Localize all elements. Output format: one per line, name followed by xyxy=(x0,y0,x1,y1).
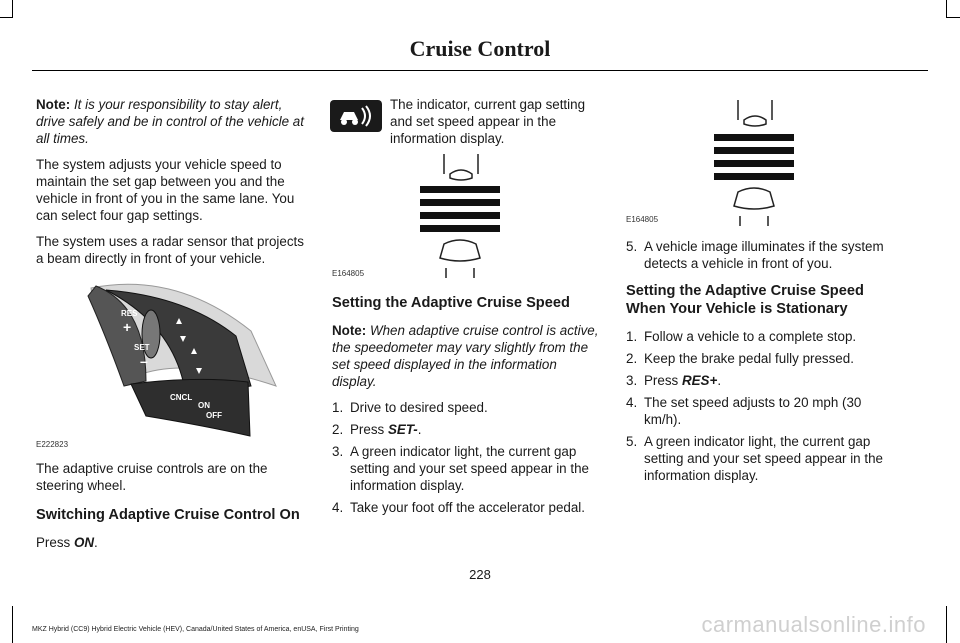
figure-caption: E222823 xyxy=(36,440,69,449)
paragraph: The adaptive cruise controls are on the steering wheel. xyxy=(36,461,268,493)
indicator-text: The indicator, current gap setting and set speed appear in the information display. xyxy=(390,97,586,146)
list-item: 5. A vehicle image illuminates if the system detects a vehicle in front of you. xyxy=(626,239,884,271)
press-on-instruction xyxy=(36,534,306,551)
figure-caption: E164805 xyxy=(626,215,659,224)
crop-mark xyxy=(946,606,947,643)
page-title: Cruise Control xyxy=(409,36,551,61)
section-heading: Setting the Adaptive Cruise Speed When Your Vehicle is Stationary xyxy=(626,283,864,317)
paragraph: The system adjusts your vehicle speed to maintain the set gap between you and the vehicle in front of you in the same lane. You can select four gap settings. xyxy=(36,157,295,223)
crop-mark xyxy=(0,17,12,18)
set-minus-key: SET- xyxy=(387,422,418,437)
on-label: ON xyxy=(198,401,210,410)
crop-mark xyxy=(946,0,947,18)
left-column xyxy=(36,96,306,560)
list-item: 3. A green indicator light, the current gap setting and your set speed appear in the information display. xyxy=(332,444,589,493)
plus-label: + xyxy=(123,319,132,335)
list-item: 4. The set speed adjusts to 20 mph (30 km/h). xyxy=(626,395,862,427)
crop-mark xyxy=(12,0,13,18)
watermark: carmanualsonline.info xyxy=(701,612,926,637)
list-item: 3. Press RES+. xyxy=(626,373,722,388)
page-number: 228 xyxy=(469,567,491,582)
steering-controls-figure xyxy=(36,276,306,454)
note-label: Note: xyxy=(36,97,71,112)
note-text: When adaptive cruise control is active, the speedometer may vary slightly from the set speed displayed in the information display. xyxy=(332,323,599,389)
footer-text: MKZ Hybrid (CC9) Hybrid Electric Vehicle (HEV), Canada/United States of America, enUSA, First Printing xyxy=(32,626,359,633)
off-label: OFF xyxy=(206,411,222,420)
paragraph: The system uses a radar sensor that projects a beam directly in front of your vehicle. xyxy=(36,234,304,266)
figure-caption: E164805 xyxy=(332,269,365,278)
list-item: 2. Keep the brake pedal fully pressed. xyxy=(626,351,854,366)
header-rule xyxy=(32,70,928,71)
list-item: 4. Take your foot off the accelerator pedal. xyxy=(332,500,585,515)
middle-column xyxy=(390,96,600,156)
steering-wheel-controls-illustration xyxy=(36,276,306,454)
set-label: SET xyxy=(134,343,150,352)
press-prefix: Press xyxy=(36,535,74,550)
list-item: 2. Press SET-. xyxy=(332,422,422,437)
note-text: It is your responsibility to stay alert, drive safely and be in control of the vehicle at all times. xyxy=(36,97,304,146)
note xyxy=(332,322,602,390)
minus-label: – xyxy=(140,353,148,369)
gap-setting-figure xyxy=(332,150,602,280)
note xyxy=(36,96,306,147)
section-heading: Setting the Adaptive Cruise Speed xyxy=(332,295,570,311)
section-heading: Switching Adaptive Cruise Control On xyxy=(36,507,300,523)
car-radar-icon xyxy=(330,100,382,132)
list-item: 1. Drive to desired speed. xyxy=(332,400,488,415)
on-key: ON xyxy=(73,535,95,550)
crop-mark xyxy=(947,17,960,18)
gap-setting-figure xyxy=(626,96,896,228)
res-label: RES xyxy=(121,309,138,318)
gap-bars-illustration xyxy=(332,150,602,280)
gap-bars-illustration xyxy=(626,96,896,228)
right-column xyxy=(626,238,896,489)
cncl-label: CNCL xyxy=(170,393,193,402)
steps-list xyxy=(626,328,896,484)
res-plus-key: RES+ xyxy=(681,373,718,388)
middle-column-lower xyxy=(332,294,602,521)
list-item: 5. A green indicator light, the current gap setting and your set speed appear in the information display. xyxy=(626,434,883,483)
steps-list xyxy=(332,399,602,516)
steps-list xyxy=(626,238,896,272)
crop-mark xyxy=(12,606,13,643)
note-label: Note: xyxy=(332,323,367,338)
list-item: 1. Follow a vehicle to a complete stop. xyxy=(626,329,857,344)
adaptive-cruise-indicator-icon xyxy=(330,100,382,132)
press-suffix: . xyxy=(94,535,98,550)
